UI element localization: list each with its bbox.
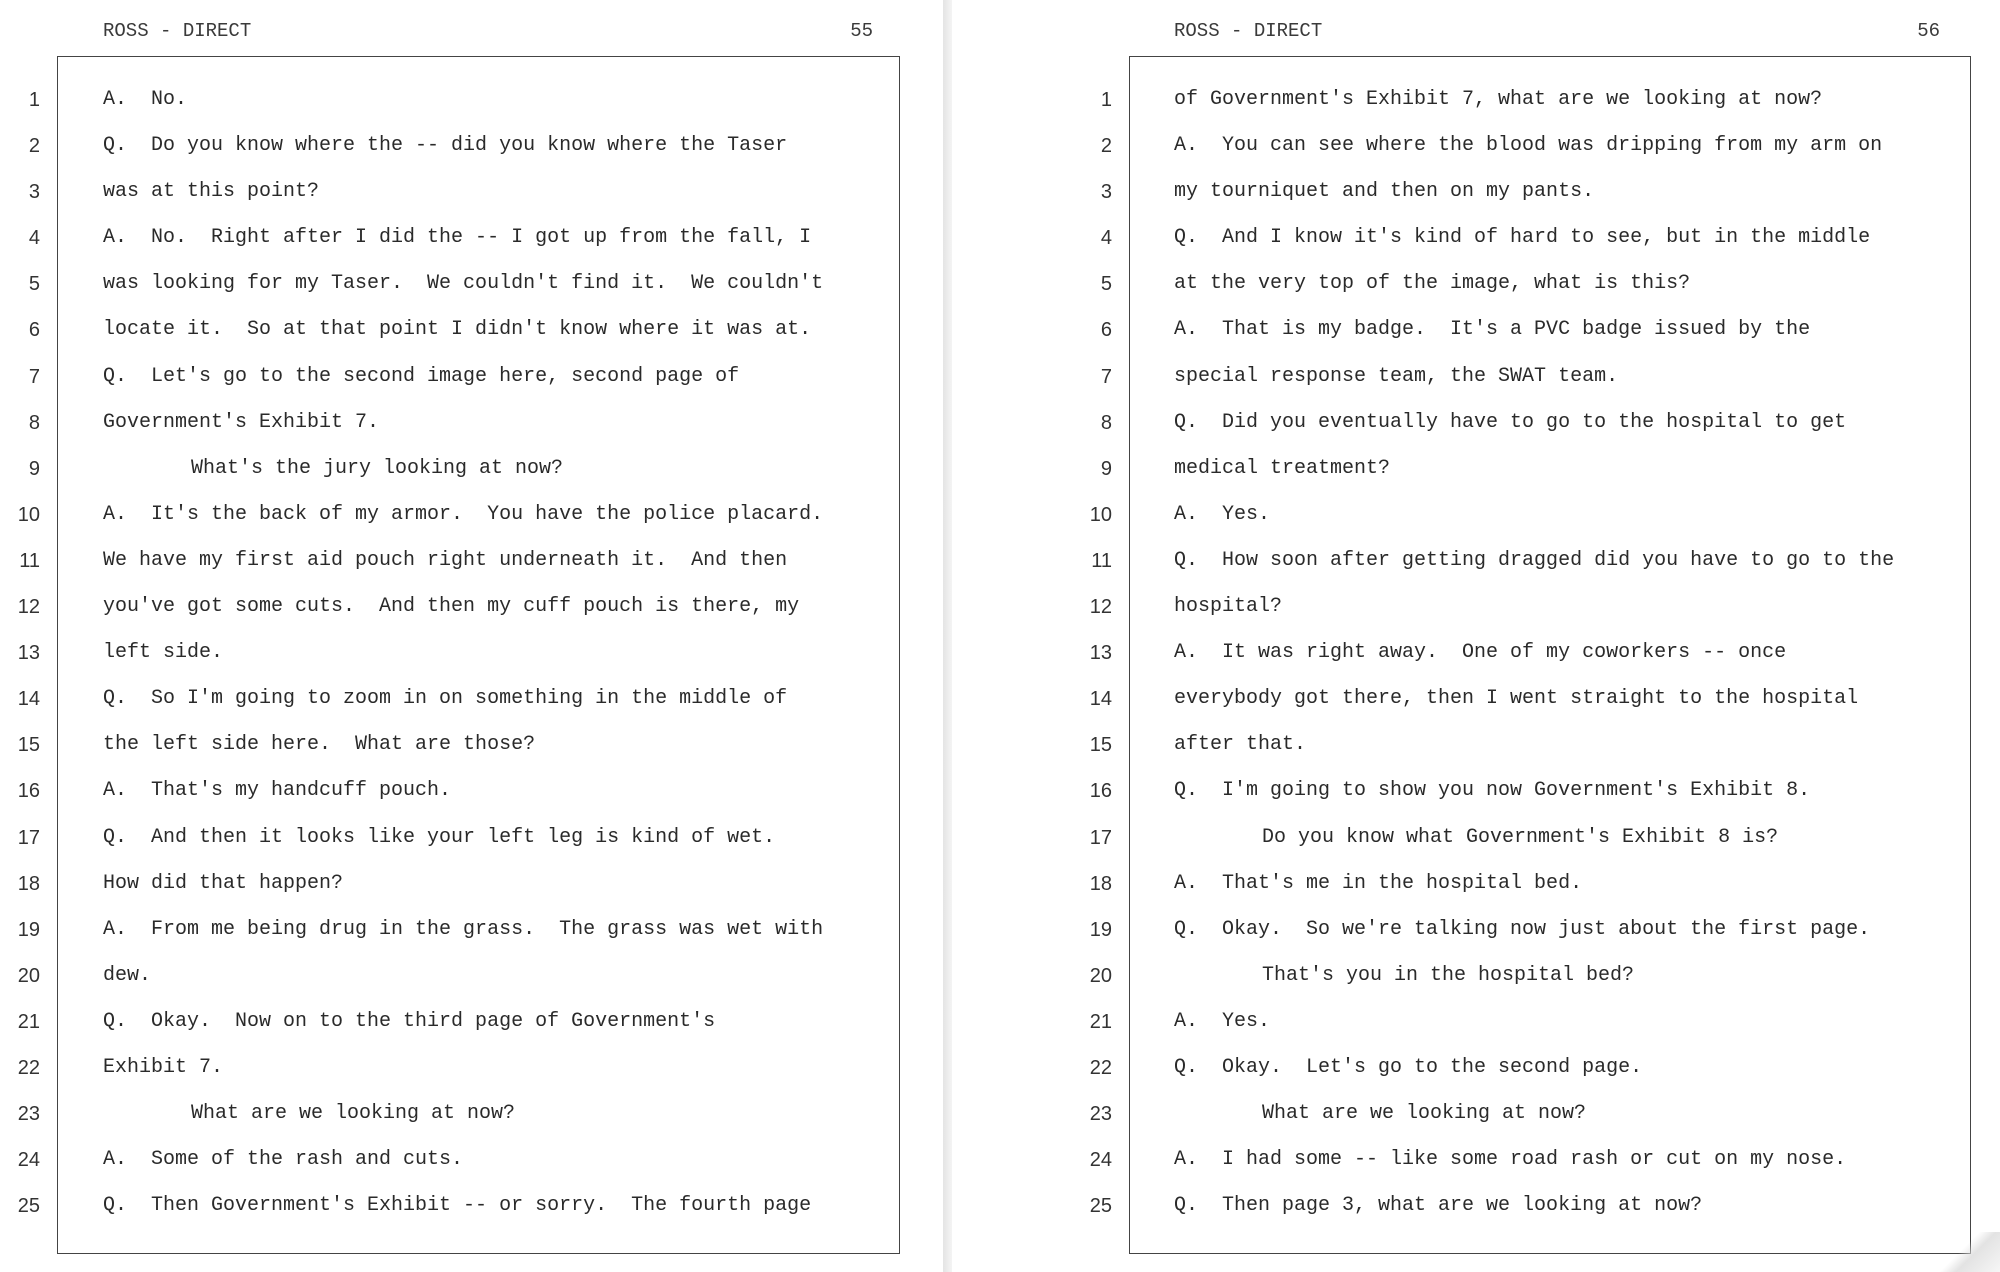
transcript-line: was looking for my Taser. We couldn't find it. We couldn't bbox=[103, 272, 824, 296]
transcript-lines bbox=[1174, 82, 1964, 1234]
transcript-line: A. It was right away. One of my coworkers -- once bbox=[1174, 641, 1787, 665]
transcript-line: What's the jury looking at now? bbox=[191, 456, 564, 480]
transcript-line: Q. Okay. So we're talking now just about the first page. bbox=[1174, 917, 1871, 941]
transcript-line: Exhibit 7. bbox=[103, 1055, 224, 1079]
page-gutter bbox=[943, 0, 952, 1272]
line-number-column bbox=[1072, 82, 1112, 1234]
line-number: 23 bbox=[17, 1103, 40, 1126]
transcript-line: Q. How soon after getting dragged did you have to go to the bbox=[1174, 548, 1895, 572]
line-number: 5 bbox=[28, 273, 40, 296]
transcript-line: A. You can see where the blood was dripping from my arm on bbox=[1174, 134, 1883, 158]
line-number: 18 bbox=[17, 872, 40, 895]
transcript-line: Q. Okay. Now on to the third page of Government's bbox=[103, 1009, 716, 1033]
transcript-line: Q. And then it looks like your left leg is kind of wet. bbox=[103, 825, 776, 849]
transcript-line: What are we looking at now? bbox=[191, 1102, 516, 1126]
transcript-line: everybody got there, then I went straight to the hospital bbox=[1174, 687, 1859, 711]
transcript-line: A. Yes. bbox=[1174, 502, 1271, 526]
line-number: 4 bbox=[28, 227, 40, 250]
transcript-line: left side. bbox=[103, 641, 224, 665]
transcript-line: at the very top of the image, what is this? bbox=[1174, 272, 1691, 296]
transcript-line: locate it. So at that point I didn't know where it was at. bbox=[103, 318, 812, 342]
line-number: 2 bbox=[28, 135, 40, 158]
transcript-line: Q. Then Government's Exhibit -- or sorry. The fourth page bbox=[103, 1194, 812, 1218]
line-number: 6 bbox=[28, 319, 40, 342]
line-number: 17 bbox=[17, 826, 40, 849]
transcript-line: A. That's me in the hospital bed. bbox=[1174, 871, 1583, 895]
line-number: 16 bbox=[1089, 780, 1112, 803]
line-number: 2 bbox=[1100, 135, 1112, 158]
transcript-line: A. No. bbox=[103, 88, 188, 111]
line-number: 12 bbox=[17, 596, 40, 619]
transcript-lines bbox=[103, 82, 893, 1234]
transcript-page-55 bbox=[0, 0, 943, 1272]
line-number: 25 bbox=[1089, 1195, 1112, 1218]
line-number: 1 bbox=[28, 89, 40, 111]
page-header bbox=[1174, 18, 1940, 48]
transcript-line: of Government's Exhibit 7, what are we looking at now? bbox=[1174, 88, 1823, 111]
line-number: 19 bbox=[1089, 918, 1112, 941]
line-number: 21 bbox=[1089, 1010, 1112, 1033]
transcript-line: hospital? bbox=[1174, 595, 1283, 619]
line-number: 7 bbox=[28, 365, 40, 388]
line-number: 24 bbox=[17, 1149, 40, 1172]
transcript-line: special response team, the SWAT team. bbox=[1174, 364, 1619, 388]
transcript-line: Do you know what Government's Exhibit 8 is? bbox=[1262, 825, 1779, 849]
transcript-line: That's you in the hospital bed? bbox=[1262, 963, 1635, 987]
transcript-line: How did that happen? bbox=[103, 871, 344, 895]
transcript-line: after that. bbox=[1174, 733, 1307, 757]
line-number: 3 bbox=[28, 181, 40, 204]
transcript-line: you've got some cuts. And then my cuff pouch is there, my bbox=[103, 595, 800, 619]
transcript-line: Q. Did you eventually have to go to the hospital to get bbox=[1174, 410, 1847, 434]
transcript-line: Q. Do you know where the -- did you know where the Taser bbox=[103, 134, 788, 158]
line-number: 24 bbox=[1089, 1149, 1112, 1172]
transcript-line: Q. I'm going to show you now Government's Exhibit 8. bbox=[1174, 779, 1811, 803]
line-number: 3 bbox=[1100, 181, 1112, 204]
page-header-title: ROSS - DIRECT bbox=[103, 20, 252, 42]
line-number: 18 bbox=[1089, 872, 1112, 895]
line-number: 5 bbox=[1100, 273, 1112, 296]
transcript-line: was at this point? bbox=[103, 180, 320, 204]
transcript-line: A. Some of the rash and cuts. bbox=[103, 1148, 464, 1172]
line-number: 14 bbox=[1089, 688, 1112, 711]
line-number: 11 bbox=[19, 549, 40, 572]
line-number: 22 bbox=[17, 1056, 40, 1079]
line-number: 20 bbox=[17, 964, 40, 987]
transcript-line: A. No. Right after I did the -- I got up from the fall, I bbox=[103, 226, 812, 250]
page-curl bbox=[1930, 1232, 2000, 1272]
transcript-line: the left side here. What are those? bbox=[103, 733, 536, 757]
transcript-line: What are we looking at now? bbox=[1262, 1102, 1587, 1126]
line-number: 8 bbox=[28, 411, 40, 434]
line-number: 25 bbox=[17, 1195, 40, 1218]
line-number: 10 bbox=[17, 503, 40, 526]
line-number: 13 bbox=[17, 642, 40, 665]
transcript-line: A. It's the back of my armor. You have the police placard. bbox=[103, 502, 824, 526]
line-number: 6 bbox=[1100, 319, 1112, 342]
line-number: 15 bbox=[17, 734, 40, 757]
transcript-line: Q. So I'm going to zoom in on something in the middle of bbox=[103, 687, 788, 711]
line-number: 13 bbox=[1089, 642, 1112, 665]
page-header-title: ROSS - DIRECT bbox=[1174, 20, 1323, 42]
line-number: 14 bbox=[17, 688, 40, 711]
transcript-line: dew. bbox=[103, 963, 152, 987]
line-number: 10 bbox=[1089, 503, 1112, 526]
transcript-line: We have my first aid pouch right underneath it. And then bbox=[103, 548, 788, 572]
transcript-line: A. Yes. bbox=[1174, 1009, 1271, 1033]
transcript-line: A. That's my handcuff pouch. bbox=[103, 779, 452, 803]
page-number: 55 bbox=[850, 20, 873, 42]
line-number: 8 bbox=[1100, 411, 1112, 434]
line-number: 16 bbox=[17, 780, 40, 803]
page-header bbox=[103, 18, 873, 48]
transcript-line: my tourniquet and then on my pants. bbox=[1174, 180, 1595, 204]
line-number: 1 bbox=[1100, 89, 1112, 111]
line-number: 17 bbox=[1089, 826, 1112, 849]
line-number: 9 bbox=[28, 457, 40, 480]
transcript-line: A. I had some -- like some road rash or cut on my nose. bbox=[1174, 1148, 1847, 1172]
line-number: 19 bbox=[17, 918, 40, 941]
line-number: 22 bbox=[1089, 1056, 1112, 1079]
transcript-page-56 bbox=[952, 0, 2000, 1272]
transcript-line: Q. Then page 3, what are we looking at now? bbox=[1174, 1194, 1703, 1218]
line-number: 7 bbox=[1100, 365, 1112, 388]
line-number: 15 bbox=[1089, 734, 1112, 757]
transcript-line: A. That is my badge. It's a PVC badge issued by the bbox=[1174, 318, 1811, 342]
line-number: 23 bbox=[1089, 1103, 1112, 1126]
line-number: 9 bbox=[1100, 457, 1112, 480]
transcript-line: Government's Exhibit 7. bbox=[103, 410, 380, 434]
line-number: 21 bbox=[17, 1010, 40, 1033]
page-number: 56 bbox=[1917, 20, 1940, 42]
transcript-line: Q. Okay. Let's go to the second page. bbox=[1174, 1055, 1643, 1079]
transcript-line: A. From me being drug in the grass. The grass was wet with bbox=[103, 917, 824, 941]
line-number: 4 bbox=[1100, 227, 1112, 250]
line-number: 12 bbox=[1089, 596, 1112, 619]
line-number: 20 bbox=[1089, 964, 1112, 987]
line-number-column bbox=[0, 82, 40, 1234]
transcript-line: Q. And I know it's kind of hard to see, but in the middle bbox=[1174, 226, 1871, 250]
line-number: 11 bbox=[1091, 549, 1112, 572]
transcript-line: Q. Let's go to the second image here, second page of bbox=[103, 364, 740, 388]
transcript-line: medical treatment? bbox=[1174, 456, 1391, 480]
